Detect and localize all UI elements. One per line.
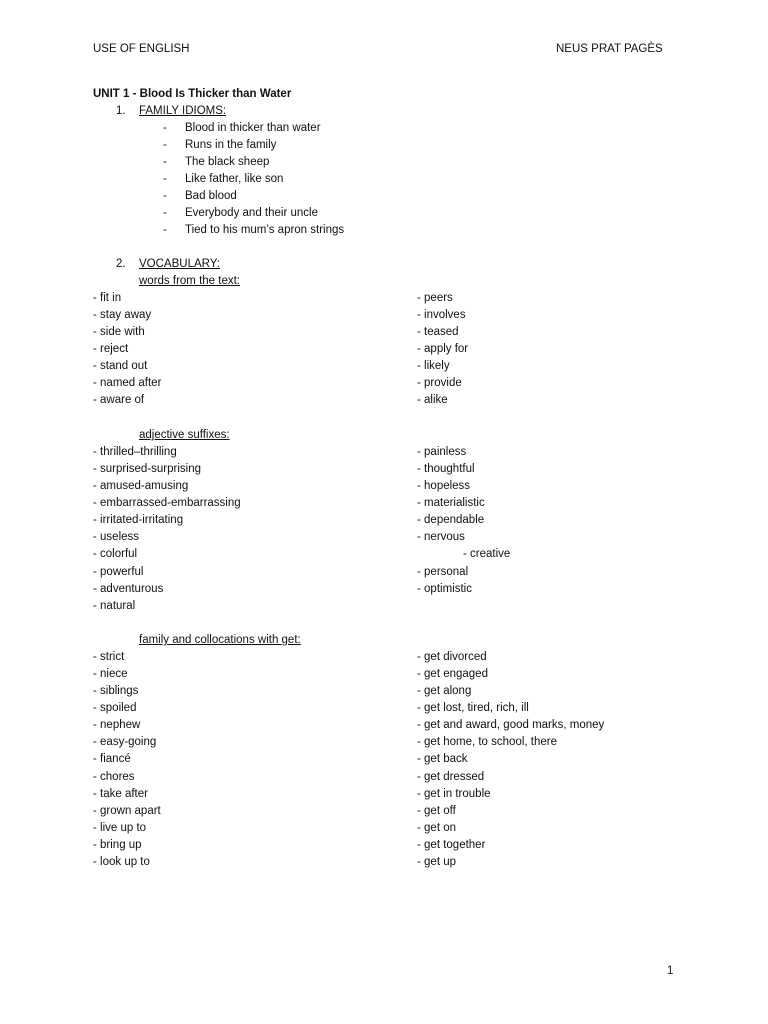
word-item-left: - grown apart: [93, 804, 161, 817]
word-item-left: - look up to: [93, 855, 150, 868]
unit-title: UNIT 1 - Blood Is Thicker than Water: [93, 88, 292, 100]
bullet-dash: -: [163, 156, 167, 169]
vocabulary-heading: VOCABULARY:: [139, 258, 220, 270]
word-item-right: - materialistic: [417, 497, 485, 510]
word-item-left: - bring up: [93, 838, 142, 851]
word-item-right: - get on: [417, 821, 456, 834]
bullet-dash: -: [163, 139, 167, 152]
word-item-left: - adventurous: [93, 582, 164, 595]
word-item-left: - aware of: [93, 394, 145, 407]
word-item-right: - involves: [417, 309, 466, 322]
word-item-right: - teased: [417, 326, 459, 339]
word-item-left: - live up to: [93, 821, 147, 834]
word-item-right: - get along: [417, 685, 472, 698]
word-item-right: - painless: [417, 446, 467, 458]
word-item-left: - reject: [93, 343, 129, 356]
idiom-item: Like father, like son: [185, 173, 284, 186]
word-item-right: - get back: [417, 753, 468, 766]
word-item-right: - get up: [417, 855, 456, 868]
page-number: 1: [667, 965, 674, 977]
word-item-left: - stay away: [93, 309, 152, 322]
word-item-left: - side with: [93, 326, 145, 339]
word-item-right: - alike: [417, 394, 448, 407]
word-item-left: - amused-amusing: [93, 480, 189, 493]
bullet-dash: -: [163, 122, 167, 134]
word-item-right: - get divorced: [417, 651, 487, 663]
bullet-dash: -: [163, 207, 167, 220]
word-item-right: - provide: [417, 377, 462, 390]
idiom-item: Tied to his mum’s apron strings: [185, 224, 345, 237]
word-item-right: - get dressed: [417, 770, 485, 783]
word-item-left: - useless: [93, 531, 140, 544]
word-item-left: - thrilled–thrilling: [93, 446, 177, 458]
word-item-left: - easy-going: [93, 736, 157, 749]
word-item-right: - get engaged: [417, 668, 488, 681]
family-get-subheading: family and collocations with get:: [139, 634, 301, 646]
header-right: NEUS PRAT PAGÈS: [556, 43, 663, 55]
word-item-left: - named after: [93, 377, 162, 390]
idiom-item: Runs in the family: [185, 139, 277, 152]
word-item-right: - peers: [417, 292, 453, 304]
word-item-left: - fit in: [93, 292, 122, 304]
idiom-item: Everybody and their uncle: [185, 207, 318, 220]
bullet-dash: -: [163, 190, 167, 203]
word-item-right: - likely: [417, 360, 450, 373]
word-item-left: - take after: [93, 787, 148, 800]
section-2-number: 2.: [116, 258, 126, 270]
word-item-left: - powerful: [93, 565, 144, 578]
word-item-right: - apply for: [417, 343, 469, 356]
text-words-subheading: words from the text:: [139, 275, 240, 287]
word-item-left: - strict: [93, 651, 125, 663]
word-item-left: - natural: [93, 599, 136, 612]
header-left: USE OF ENGLISH: [93, 43, 190, 55]
word-item-left: - nephew: [93, 719, 141, 732]
word-item-right: - personal: [417, 565, 469, 578]
idiom-item: Bad blood: [185, 190, 237, 203]
word-item-left: - fiancé: [93, 753, 131, 766]
word-item-right: - get together: [417, 838, 486, 851]
word-item-left: - colorful: [93, 548, 138, 561]
idiom-item: The black sheep: [185, 156, 270, 169]
bullet-dash: -: [163, 173, 167, 186]
idioms-heading: FAMILY IDIOMS:: [139, 105, 227, 117]
word-item-left: - niece: [93, 668, 128, 681]
adjective-suffixes-subheading: adjective suffixes:: [139, 429, 230, 441]
idiom-item: Blood in thicker than water: [185, 122, 321, 134]
word-item-right: - nervous: [417, 531, 465, 544]
word-item-right: - dependable: [417, 514, 485, 527]
word-item-right: - hopeless: [417, 480, 471, 493]
word-item-left: - spoiled: [93, 702, 137, 715]
word-item-right: - get and award, good marks, money: [417, 719, 605, 732]
word-item-left: - embarrassed-embarrassing: [93, 497, 241, 510]
word-item-left: - surprised-surprising: [93, 463, 202, 476]
word-item-right: - get home, to school, there: [417, 736, 557, 749]
word-item-right: - creative: [463, 548, 511, 561]
word-item-left: - stand out: [93, 360, 148, 373]
word-item-right: - optimistic: [417, 582, 472, 595]
word-item-right: - get lost, tired, rich, ill: [417, 702, 529, 715]
word-item-right: - get off: [417, 804, 456, 817]
word-item-left: - chores: [93, 770, 135, 783]
word-item-left: - siblings: [93, 685, 139, 698]
bullet-dash: -: [163, 224, 167, 237]
word-item-left: - irritated-irritating: [93, 514, 184, 527]
word-item-right: - get in trouble: [417, 787, 491, 800]
section-1-number: 1.: [116, 105, 126, 117]
word-item-right: - thoughtful: [417, 463, 475, 476]
